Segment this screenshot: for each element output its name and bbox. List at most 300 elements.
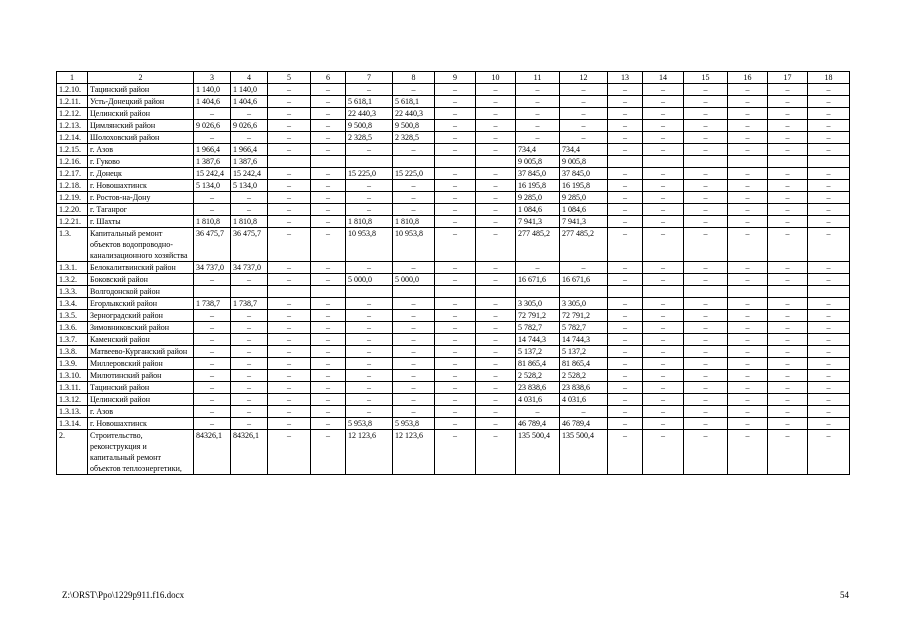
value-cell: –	[608, 144, 643, 156]
row-code: 1.3.5.	[57, 310, 88, 322]
value-cell: –	[608, 96, 643, 108]
value-cell: –	[268, 168, 311, 180]
value-cell: –	[268, 274, 311, 286]
value-cell: 7 941,3	[516, 216, 560, 228]
value-cell: –	[311, 168, 346, 180]
data-table	[56, 71, 850, 475]
value-cell: –	[231, 418, 268, 430]
row-code: 1.2.19.	[57, 192, 88, 204]
row-name: Миллеровский район	[88, 358, 194, 370]
value-cell: –	[311, 322, 346, 334]
column-number-header: 14	[643, 72, 684, 84]
row-name: Зерноградский район	[88, 310, 194, 322]
value-cell: –	[476, 322, 516, 334]
value-cell: –	[311, 192, 346, 204]
value-cell: –	[808, 322, 850, 334]
value-cell: –	[643, 216, 684, 228]
value-cell: –	[231, 358, 268, 370]
value-cell: 81 865,4	[560, 358, 608, 370]
value-cell: –	[311, 358, 346, 370]
row-name: г. Новошахтинск	[88, 180, 194, 192]
value-cell: 1 966,4	[194, 144, 231, 156]
value-cell: –	[643, 310, 684, 322]
value-cell: 9 500,8	[346, 120, 393, 132]
value-cell: 5 618,1	[393, 96, 435, 108]
value-cell: –	[231, 370, 268, 382]
value-cell: –	[808, 370, 850, 382]
value-cell: –	[608, 418, 643, 430]
value-cell: –	[435, 168, 476, 180]
value-cell: –	[194, 322, 231, 334]
value-cell: –	[435, 96, 476, 108]
value-cell: –	[516, 120, 560, 132]
value-cell: –	[808, 298, 850, 310]
row-code: 1.3.13.	[57, 406, 88, 418]
value-cell: 36 475,7	[231, 228, 268, 262]
document-page	[56, 71, 850, 475]
value-cell: –	[393, 346, 435, 358]
value-cell: –	[728, 180, 768, 192]
value-cell: –	[608, 322, 643, 334]
value-cell: –	[728, 144, 768, 156]
value-cell: –	[476, 310, 516, 322]
value-cell: –	[643, 334, 684, 346]
row-name: Матвеево-Курганский район	[88, 346, 194, 358]
value-cell: –	[560, 108, 608, 120]
value-cell	[728, 156, 768, 168]
value-cell	[231, 286, 268, 298]
value-cell: –	[728, 262, 768, 274]
value-cell: 3 305,0	[560, 298, 608, 310]
value-cell: –	[476, 334, 516, 346]
value-cell: –	[346, 394, 393, 406]
value-cell: –	[268, 370, 311, 382]
value-cell	[808, 286, 850, 298]
value-cell: 16 671,6	[516, 274, 560, 286]
value-cell: –	[393, 406, 435, 418]
value-cell: 37 845,0	[516, 168, 560, 180]
value-cell: –	[393, 394, 435, 406]
value-cell: –	[768, 108, 808, 120]
value-cell: –	[268, 96, 311, 108]
row-code: 1.3.14.	[57, 418, 88, 430]
value-cell: –	[476, 382, 516, 394]
value-cell: –	[476, 228, 516, 262]
value-cell: –	[768, 346, 808, 358]
value-cell: –	[231, 310, 268, 322]
value-cell: 15 225,0	[393, 168, 435, 180]
row-name: Милютинский район	[88, 370, 194, 382]
value-cell: –	[643, 298, 684, 310]
value-cell: –	[393, 310, 435, 322]
value-cell: –	[768, 334, 808, 346]
column-number-header: 7	[346, 72, 393, 84]
value-cell: –	[476, 346, 516, 358]
value-cell: –	[684, 84, 728, 96]
value-cell: –	[268, 298, 311, 310]
value-cell: 2 528,2	[516, 370, 560, 382]
value-cell	[476, 286, 516, 298]
value-cell: –	[643, 370, 684, 382]
value-cell: –	[560, 96, 608, 108]
value-cell: –	[608, 406, 643, 418]
value-cell: –	[435, 406, 476, 418]
value-cell	[516, 286, 560, 298]
value-cell: –	[684, 322, 728, 334]
value-cell: –	[268, 382, 311, 394]
value-cell: –	[643, 84, 684, 96]
value-cell: –	[643, 228, 684, 262]
value-cell	[346, 156, 393, 168]
value-cell: –	[768, 262, 808, 274]
value-cell	[435, 156, 476, 168]
column-number-header: 4	[231, 72, 268, 84]
value-cell: –	[643, 168, 684, 180]
value-cell: –	[684, 192, 728, 204]
value-cell: –	[684, 430, 728, 475]
row-name: Капитальный ремонт объектов водопроводно-канализационного хозяйства	[88, 228, 194, 262]
value-cell: –	[643, 406, 684, 418]
table-row	[57, 370, 850, 382]
value-cell: –	[231, 394, 268, 406]
value-cell: –	[311, 262, 346, 274]
value-cell: –	[608, 204, 643, 216]
value-cell: –	[435, 334, 476, 346]
value-cell: –	[768, 204, 808, 216]
value-cell: –	[684, 394, 728, 406]
value-cell: 1 387,6	[194, 156, 231, 168]
value-cell: –	[808, 204, 850, 216]
table-row	[57, 156, 850, 168]
value-cell: –	[684, 382, 728, 394]
value-cell: –	[346, 204, 393, 216]
value-cell: 23 838,6	[516, 382, 560, 394]
value-cell: –	[728, 204, 768, 216]
file-path: Z:\ORST\Ppo\1229p911.f16.docx	[62, 590, 185, 600]
value-cell: –	[346, 144, 393, 156]
value-cell: 37 845,0	[560, 168, 608, 180]
value-cell: –	[768, 358, 808, 370]
value-cell: –	[346, 298, 393, 310]
value-cell: –	[728, 394, 768, 406]
value-cell: –	[476, 394, 516, 406]
value-cell: –	[728, 370, 768, 382]
value-cell: –	[194, 274, 231, 286]
value-cell: 5 134,0	[194, 180, 231, 192]
value-cell: –	[311, 370, 346, 382]
value-cell: –	[560, 262, 608, 274]
value-cell: –	[808, 132, 850, 144]
value-cell: –	[268, 228, 311, 262]
value-cell: –	[231, 108, 268, 120]
value-cell: 72 791,2	[516, 310, 560, 322]
row-name: г. Донецк	[88, 168, 194, 180]
value-cell: –	[346, 346, 393, 358]
value-cell: –	[684, 310, 728, 322]
value-cell: –	[435, 120, 476, 132]
value-cell: –	[435, 346, 476, 358]
row-name: Целинский район	[88, 394, 194, 406]
table-row	[57, 298, 850, 310]
value-cell: 5 953,8	[393, 418, 435, 430]
row-code: 1.3.10.	[57, 370, 88, 382]
value-cell: –	[231, 406, 268, 418]
value-cell: –	[268, 322, 311, 334]
value-cell: –	[435, 180, 476, 192]
value-cell: –	[608, 346, 643, 358]
value-cell: 9 026,6	[231, 120, 268, 132]
value-cell: –	[516, 406, 560, 418]
value-cell: –	[608, 84, 643, 96]
value-cell: 14 744,3	[560, 334, 608, 346]
value-cell: –	[684, 96, 728, 108]
value-cell: –	[768, 96, 808, 108]
value-cell: –	[268, 180, 311, 192]
value-cell: –	[808, 108, 850, 120]
value-cell: –	[808, 144, 850, 156]
value-cell: –	[268, 144, 311, 156]
value-cell: –	[643, 382, 684, 394]
row-name: Целинский район	[88, 108, 194, 120]
row-name: г. Азов	[88, 406, 194, 418]
value-cell: –	[311, 132, 346, 144]
value-cell: –	[393, 358, 435, 370]
table-row	[57, 216, 850, 228]
value-cell: –	[643, 430, 684, 475]
value-cell: –	[728, 192, 768, 204]
value-cell: 1 140,0	[231, 84, 268, 96]
value-cell: –	[728, 358, 768, 370]
row-name: Волгодонской район	[88, 286, 194, 298]
value-cell: –	[311, 144, 346, 156]
value-cell: –	[808, 168, 850, 180]
table-row	[57, 192, 850, 204]
value-cell: –	[608, 120, 643, 132]
value-cell: 5 953,8	[346, 418, 393, 430]
value-cell: –	[435, 322, 476, 334]
value-cell: –	[435, 394, 476, 406]
value-cell: –	[768, 120, 808, 132]
value-cell: –	[684, 262, 728, 274]
value-cell: –	[728, 84, 768, 96]
value-cell: –	[808, 228, 850, 262]
row-name: Усть-Донецкий район	[88, 96, 194, 108]
row-name: Цимлянский район	[88, 120, 194, 132]
value-cell: –	[231, 346, 268, 358]
value-cell: 277 485,2	[516, 228, 560, 262]
value-cell: –	[608, 168, 643, 180]
value-cell: –	[268, 108, 311, 120]
value-cell: –	[194, 382, 231, 394]
value-cell: –	[435, 108, 476, 120]
value-cell: 16 671,6	[560, 274, 608, 286]
value-cell: –	[476, 120, 516, 132]
value-cell: –	[608, 228, 643, 262]
value-cell: –	[393, 298, 435, 310]
value-cell: 84326,1	[231, 430, 268, 475]
row-code: 1.3.12.	[57, 394, 88, 406]
row-code: 1.2.14.	[57, 132, 88, 144]
value-cell: –	[393, 144, 435, 156]
value-cell: –	[728, 298, 768, 310]
value-cell: 1 810,8	[194, 216, 231, 228]
value-cell: –	[435, 418, 476, 430]
value-cell: –	[231, 192, 268, 204]
table-row	[57, 120, 850, 132]
value-cell: –	[476, 132, 516, 144]
value-cell: –	[728, 120, 768, 132]
table-row	[57, 96, 850, 108]
table-row	[57, 228, 850, 262]
value-cell: –	[643, 108, 684, 120]
value-cell: –	[768, 228, 808, 262]
column-number-header: 11	[516, 72, 560, 84]
table-row	[57, 132, 850, 144]
value-cell: –	[311, 108, 346, 120]
row-name: Тацинский район	[88, 84, 194, 96]
value-cell: –	[516, 132, 560, 144]
value-cell: 1 084,6	[560, 204, 608, 216]
value-cell: –	[311, 334, 346, 346]
value-cell: –	[435, 84, 476, 96]
value-cell: –	[435, 144, 476, 156]
value-cell: 46 789,4	[560, 418, 608, 430]
value-cell: –	[643, 192, 684, 204]
value-cell: 734,4	[560, 144, 608, 156]
value-cell: –	[643, 394, 684, 406]
value-cell	[808, 156, 850, 168]
table-row	[57, 144, 850, 156]
table-row	[57, 204, 850, 216]
value-cell: –	[560, 406, 608, 418]
value-cell: –	[393, 180, 435, 192]
value-cell	[194, 286, 231, 298]
value-cell: –	[808, 394, 850, 406]
value-cell: –	[608, 334, 643, 346]
value-cell: –	[194, 108, 231, 120]
value-cell: –	[435, 358, 476, 370]
value-cell: –	[393, 84, 435, 96]
value-cell: –	[435, 132, 476, 144]
value-cell: 1 738,7	[231, 298, 268, 310]
value-cell: –	[435, 204, 476, 216]
value-cell	[268, 156, 311, 168]
row-name: Каменский район	[88, 334, 194, 346]
value-cell: –	[476, 168, 516, 180]
value-cell: –	[435, 262, 476, 274]
value-cell: –	[346, 334, 393, 346]
row-name: Шолоховский район	[88, 132, 194, 144]
value-cell: –	[346, 322, 393, 334]
row-name: Строительство, реконструкция и капитальный ремонт объектов теплоэнергетики,	[88, 430, 194, 475]
value-cell: –	[684, 168, 728, 180]
value-cell: –	[231, 204, 268, 216]
value-cell: 1 140,0	[194, 84, 231, 96]
value-cell: –	[684, 358, 728, 370]
value-cell: –	[194, 346, 231, 358]
value-cell: –	[435, 430, 476, 475]
value-cell: 16 195,8	[560, 180, 608, 192]
column-number-header: 6	[311, 72, 346, 84]
value-cell: 1 966,4	[231, 144, 268, 156]
value-cell: –	[728, 216, 768, 228]
value-cell: –	[194, 394, 231, 406]
value-cell: –	[476, 418, 516, 430]
value-cell: –	[608, 394, 643, 406]
value-cell	[560, 286, 608, 298]
value-cell: –	[435, 228, 476, 262]
value-cell: –	[768, 310, 808, 322]
value-cell: –	[608, 262, 643, 274]
value-cell: –	[476, 204, 516, 216]
value-cell: –	[268, 418, 311, 430]
table-row	[57, 334, 850, 346]
row-code: 1.2.16.	[57, 156, 88, 168]
value-cell: –	[808, 310, 850, 322]
value-cell: –	[476, 262, 516, 274]
value-cell: –	[435, 192, 476, 204]
value-cell: –	[435, 216, 476, 228]
value-cell: –	[768, 180, 808, 192]
column-number-header: 12	[560, 72, 608, 84]
row-name: г. Новошахтинск	[88, 418, 194, 430]
value-cell: –	[768, 144, 808, 156]
row-name: г. Ростов-на-Дону	[88, 192, 194, 204]
value-cell: 1 810,8	[393, 216, 435, 228]
value-cell: –	[808, 346, 850, 358]
value-cell: 16 195,8	[516, 180, 560, 192]
value-cell: –	[311, 216, 346, 228]
column-number-header: 2	[88, 72, 194, 84]
value-cell: –	[194, 334, 231, 346]
value-cell: –	[311, 346, 346, 358]
value-cell: 1 810,8	[231, 216, 268, 228]
column-number-header: 8	[393, 72, 435, 84]
value-cell: –	[643, 120, 684, 132]
value-cell: 1 387,6	[231, 156, 268, 168]
row-code: 1.2.18.	[57, 180, 88, 192]
value-cell: –	[608, 132, 643, 144]
value-cell: –	[435, 274, 476, 286]
value-cell: –	[311, 84, 346, 96]
value-cell: –	[393, 382, 435, 394]
column-number-header: 10	[476, 72, 516, 84]
value-cell: –	[268, 346, 311, 358]
row-code: 1.3.	[57, 228, 88, 262]
value-cell: –	[768, 430, 808, 475]
value-cell: –	[608, 382, 643, 394]
value-cell: –	[608, 310, 643, 322]
value-cell: –	[311, 120, 346, 132]
value-cell: –	[768, 382, 808, 394]
value-cell: –	[268, 334, 311, 346]
column-number-header: 16	[728, 72, 768, 84]
value-cell: 7 941,3	[560, 216, 608, 228]
row-name: г. Гуково	[88, 156, 194, 168]
table-row	[57, 168, 850, 180]
value-cell: –	[768, 132, 808, 144]
value-cell: –	[768, 298, 808, 310]
value-cell: –	[608, 430, 643, 475]
value-cell: –	[684, 346, 728, 358]
value-cell: –	[435, 370, 476, 382]
value-cell: 10 953,8	[393, 228, 435, 262]
table-row	[57, 286, 850, 298]
row-code: 1.3.11.	[57, 382, 88, 394]
row-code: 1.3.2.	[57, 274, 88, 286]
row-code: 1.3.4.	[57, 298, 88, 310]
value-cell: –	[643, 262, 684, 274]
